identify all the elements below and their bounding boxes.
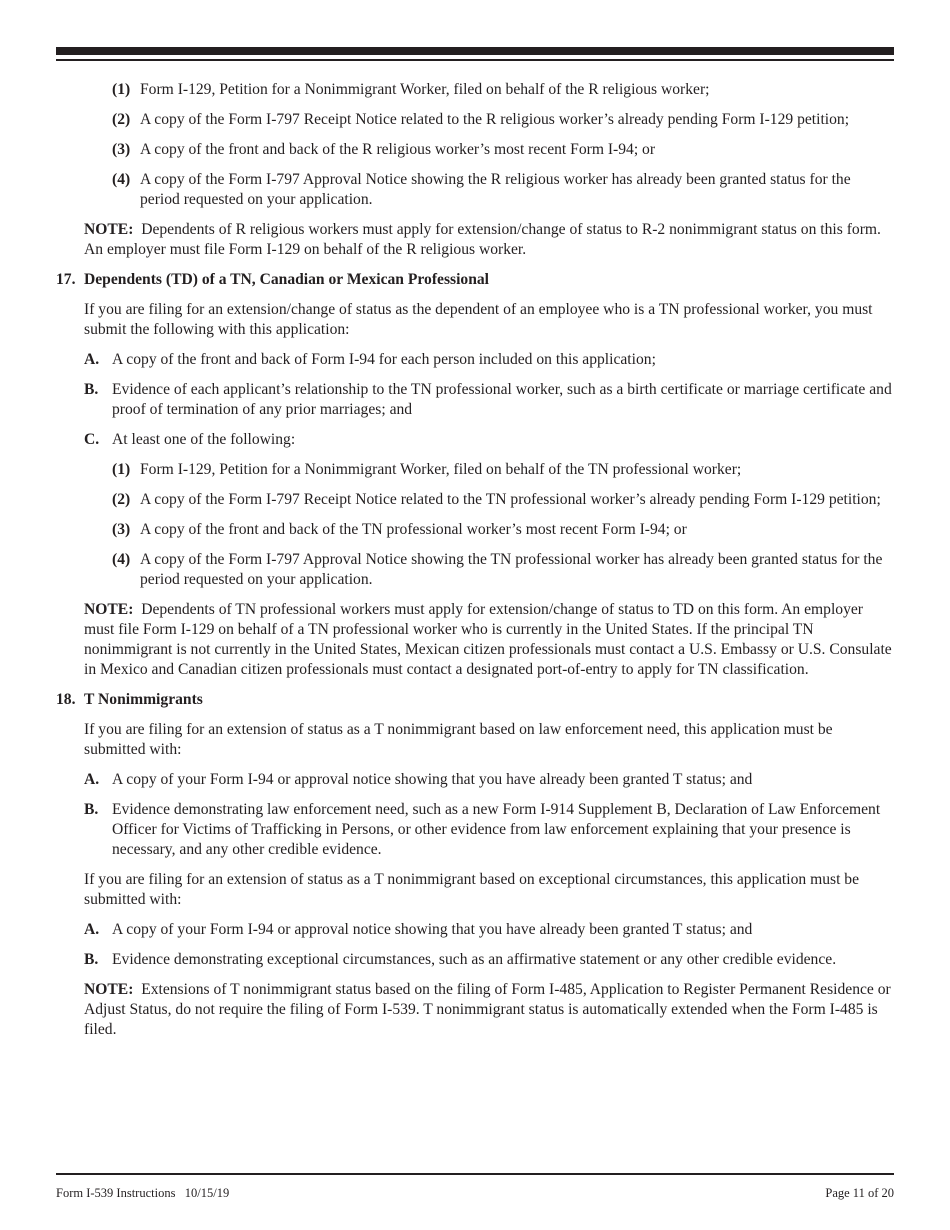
list-item: (3) A copy of the front and back of the R religious worker’s most recent Form I-94; or [112, 141, 656, 158]
note-tn: NOTE: Dependents of TN professional workers must apply for extension/change of status to TD on this form. An employer must file Form I-129 on behalf of a TN professional worker who is currently in the United States. If the principal TN nonimmigrant is not currently in the United States, Mexican citizen professionals must contact a U.S. Embassy or U.S. Consulate in Mexico and Canadian citizen professionals must contact a designated port-of-entry to apply for TN classification. [84, 601, 892, 678]
section-17-heading: 17. Dependents (TD) of a TN, Canadian or Mexican Professional [56, 271, 490, 288]
list-item: B. Evidence demonstrating exceptional circumstances, such as an affirmative statement or any other credible evidence. [84, 951, 837, 968]
list-item: C. At least one of the following: [84, 431, 296, 448]
list-item: (1) Form I-129, Petition for a Nonimmigrant Worker, filed on behalf of the TN professional worker; [112, 461, 742, 478]
list-item: A. A copy of your Form I-94 or approval notice showing that you have already been granted T status; and [84, 921, 753, 938]
header-rule-thin [56, 59, 894, 61]
section-18-heading: 18. T Nonimmigrants [56, 691, 203, 708]
section-18-intro-exceptional: If you are filing for an extension of status as a T nonimmigrant based on exceptional circumstances, this application must be submitted with: [84, 871, 860, 908]
list-item: B. Evidence of each applicant’s relationship to the TN professional worker, such as a birth certificate or marriage certificate and proof of termination of any prior marriages; and [84, 381, 892, 418]
page-content [56, 80, 894, 1050]
section-18-intro-law-enforcement: If you are filing for an extension of status as a T nonimmigrant based on law enforcement need, this application must be submitted with: [84, 721, 833, 758]
list-item: B. Evidence demonstrating law enforcement need, such as a new Form I-914 Supplement B, Declaration of Law Enforcement Officer for Victims of Trafficking in Persons, or other evidence from law enforcement explaining that your presence is necessary, and any other credible evidence. [84, 801, 881, 858]
section-17-intro: If you are filing for an extension/change of status as the dependent of an employee who is a TN professional worker, you must submit the following with this application: [84, 301, 873, 338]
list-item: (2) A copy of the Form I-797 Receipt Notice related to the TN professional worker’s already pending Form I-129 petition; [112, 491, 881, 508]
list-item: (3) A copy of the front and back of the TN professional worker’s most recent Form I-94; or [112, 521, 687, 538]
list-item: (4) A copy of the Form I-797 Approval Notice showing the R religious worker has already been granted status for the period requested on your application. [112, 171, 851, 208]
footer-form-id: Form I-539 Instructions 10/15/19 [56, 1186, 230, 1200]
list-item: A. A copy of the front and back of Form I-94 for each person included on this application; [84, 351, 656, 368]
footer-rule [56, 1173, 894, 1175]
note-r-religious: NOTE: Dependents of R religious workers must apply for extension/change of status to R-2 nonimmigrant status on this form. An employer must file Form I-129 on behalf of the R religious worker. [84, 221, 881, 258]
list-item: (2) A copy of the Form I-797 Receipt Notice related to the R religious worker’s already pending Form I-129 petition; [112, 111, 850, 128]
footer-page-number: Page 11 of 20 [825, 1186, 894, 1200]
note-t-nonimmigrant: NOTE: Extensions of T nonimmigrant status based on the filing of Form I-485, Application to Register Permanent Residence or Adjust Status, do not require the filing of Form I-539. T nonimmigrant status is automatically extended when the Form I-485 is filed. [84, 981, 891, 1038]
list-item: (1) Form I-129, Petition for a Nonimmigrant Worker, filed on behalf of the R religious worker; [112, 81, 710, 98]
header-rule-thick [56, 47, 894, 55]
list-item: (4) A copy of the Form I-797 Approval Notice showing the TN professional worker has already been granted status for the period requested on your application. [112, 551, 883, 588]
list-item: A. A copy of your Form I-94 or approval notice showing that you have already been granted T status; and [84, 771, 753, 788]
